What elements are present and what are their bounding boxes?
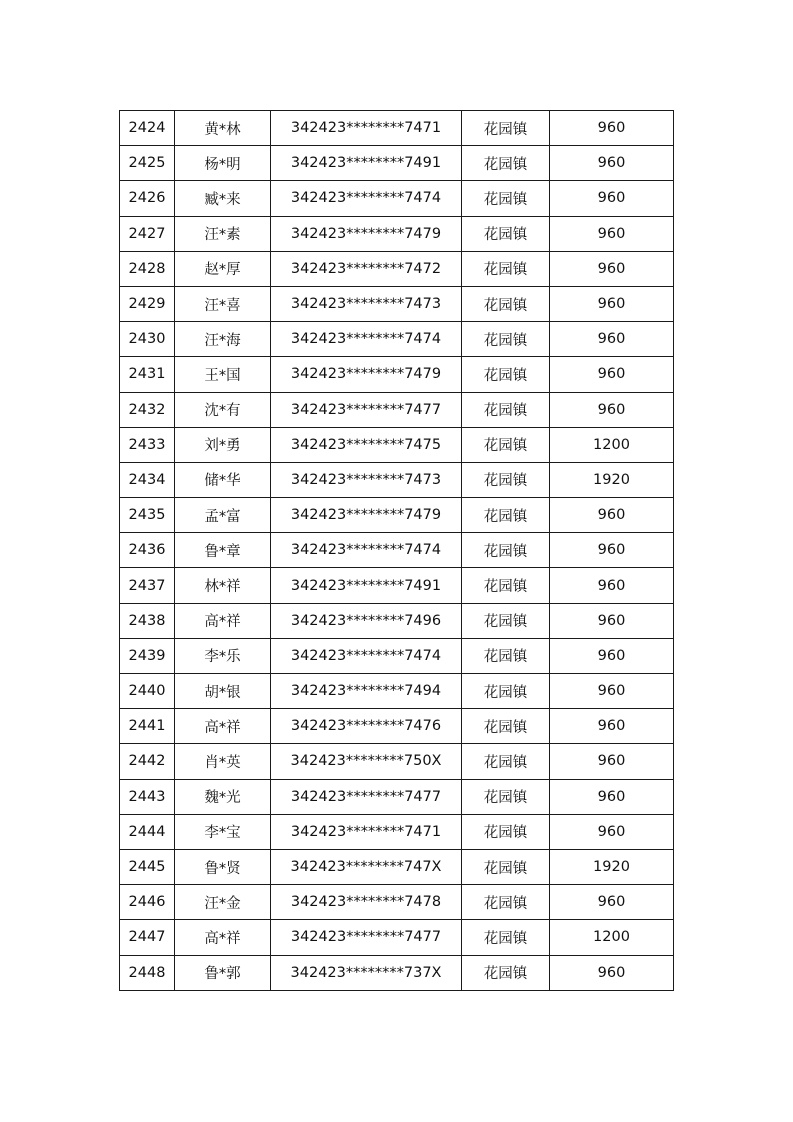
id-number-cell: 342423********7479 [271, 498, 462, 533]
id-number-cell: 342423********737X [271, 955, 462, 990]
amount-cell: 960 [550, 674, 674, 709]
table-row [120, 392, 674, 427]
name-cell: 鲁*郭 [175, 955, 271, 990]
id-number-cell: 342423********7473 [271, 462, 462, 497]
name-cell: 黄*林 [175, 111, 271, 146]
row-number-cell: 2429 [120, 286, 175, 321]
name-cell: 林*祥 [175, 568, 271, 603]
table-row [120, 216, 674, 251]
name-cell: 肖*英 [175, 744, 271, 779]
table-row [120, 357, 674, 392]
amount-cell: 960 [550, 286, 674, 321]
name-cell: 李*宝 [175, 814, 271, 849]
id-number-cell: 342423********7474 [271, 638, 462, 673]
name-cell: 储*华 [175, 462, 271, 497]
id-number-cell: 342423********7474 [271, 181, 462, 216]
amount-cell: 960 [550, 744, 674, 779]
amount-cell: 1200 [550, 427, 674, 462]
table-row [120, 533, 674, 568]
table-row [120, 603, 674, 638]
row-number-cell: 2442 [120, 744, 175, 779]
row-number-cell: 2438 [120, 603, 175, 638]
name-cell: 汪*素 [175, 216, 271, 251]
table-row [120, 427, 674, 462]
row-number-cell: 2437 [120, 568, 175, 603]
amount-cell: 960 [550, 779, 674, 814]
name-cell: 高*祥 [175, 920, 271, 955]
id-number-cell: 342423********7474 [271, 322, 462, 357]
row-number-cell: 2441 [120, 709, 175, 744]
name-cell: 高*祥 [175, 603, 271, 638]
row-number-cell: 2427 [120, 216, 175, 251]
id-number-cell: 342423********7494 [271, 674, 462, 709]
name-cell: 高*祥 [175, 709, 271, 744]
name-cell: 鲁*贤 [175, 849, 271, 884]
id-number-cell: 342423********7477 [271, 392, 462, 427]
town-cell: 花园镇 [462, 920, 550, 955]
town-cell: 花园镇 [462, 427, 550, 462]
name-cell: 赵*厚 [175, 251, 271, 286]
table-row [120, 568, 674, 603]
id-number-cell: 342423********7471 [271, 111, 462, 146]
amount-cell: 960 [550, 216, 674, 251]
row-number-cell: 2448 [120, 955, 175, 990]
amount-cell: 960 [550, 814, 674, 849]
id-number-cell: 342423********7477 [271, 920, 462, 955]
row-number-cell: 2439 [120, 638, 175, 673]
name-cell: 汪*喜 [175, 286, 271, 321]
name-cell: 沈*有 [175, 392, 271, 427]
amount-cell: 1920 [550, 849, 674, 884]
amount-cell: 1920 [550, 462, 674, 497]
amount-cell: 960 [550, 709, 674, 744]
town-cell: 花园镇 [462, 603, 550, 638]
name-cell: 孟*富 [175, 498, 271, 533]
town-cell: 花园镇 [462, 744, 550, 779]
table-row [120, 111, 674, 146]
town-cell: 花园镇 [462, 674, 550, 709]
id-number-cell: 342423********7478 [271, 885, 462, 920]
row-number-cell: 2431 [120, 357, 175, 392]
id-number-cell: 342423********7491 [271, 146, 462, 181]
table-row [120, 462, 674, 497]
id-number-cell: 342423********7491 [271, 568, 462, 603]
row-number-cell: 2443 [120, 779, 175, 814]
table-row [120, 498, 674, 533]
row-number-cell: 2428 [120, 251, 175, 286]
town-cell: 花园镇 [462, 462, 550, 497]
amount-cell: 960 [550, 392, 674, 427]
name-cell: 胡*银 [175, 674, 271, 709]
name-cell: 汪*金 [175, 885, 271, 920]
table-row [120, 322, 674, 357]
town-cell: 花园镇 [462, 286, 550, 321]
amount-cell: 960 [550, 357, 674, 392]
row-number-cell: 2430 [120, 322, 175, 357]
name-cell: 鲁*章 [175, 533, 271, 568]
row-number-cell: 2425 [120, 146, 175, 181]
id-number-cell: 342423********7475 [271, 427, 462, 462]
row-number-cell: 2434 [120, 462, 175, 497]
table-row [120, 920, 674, 955]
row-number-cell: 2444 [120, 814, 175, 849]
amount-cell: 960 [550, 111, 674, 146]
amount-cell: 960 [550, 638, 674, 673]
id-number-cell: 342423********7479 [271, 216, 462, 251]
id-number-cell: 342423********7476 [271, 709, 462, 744]
name-cell: 杨*明 [175, 146, 271, 181]
table-row [120, 779, 674, 814]
row-number-cell: 2432 [120, 392, 175, 427]
name-cell: 魏*光 [175, 779, 271, 814]
table-row [120, 849, 674, 884]
town-cell: 花园镇 [462, 885, 550, 920]
town-cell: 花园镇 [462, 638, 550, 673]
table-body [120, 111, 674, 991]
town-cell: 花园镇 [462, 814, 550, 849]
amount-cell: 960 [550, 603, 674, 638]
town-cell: 花园镇 [462, 111, 550, 146]
name-cell: 李*乐 [175, 638, 271, 673]
town-cell: 花园镇 [462, 146, 550, 181]
town-cell: 花园镇 [462, 251, 550, 286]
subsidy-table [119, 110, 674, 991]
town-cell: 花园镇 [462, 392, 550, 427]
table-row [120, 955, 674, 990]
row-number-cell: 2424 [120, 111, 175, 146]
table-row [120, 744, 674, 779]
id-number-cell: 342423********747X [271, 849, 462, 884]
amount-cell: 960 [550, 955, 674, 990]
row-number-cell: 2445 [120, 849, 175, 884]
table-row [120, 674, 674, 709]
row-number-cell: 2433 [120, 427, 175, 462]
town-cell: 花园镇 [462, 533, 550, 568]
id-number-cell: 342423********7477 [271, 779, 462, 814]
table-row [120, 181, 674, 216]
amount-cell: 960 [550, 533, 674, 568]
row-number-cell: 2440 [120, 674, 175, 709]
town-cell: 花园镇 [462, 955, 550, 990]
id-number-cell: 342423********7496 [271, 603, 462, 638]
id-number-cell: 342423********7472 [271, 251, 462, 286]
row-number-cell: 2435 [120, 498, 175, 533]
town-cell: 花园镇 [462, 568, 550, 603]
table-row [120, 146, 674, 181]
amount-cell: 960 [550, 251, 674, 286]
row-number-cell: 2426 [120, 181, 175, 216]
town-cell: 花园镇 [462, 357, 550, 392]
row-number-cell: 2446 [120, 885, 175, 920]
amount-cell: 960 [550, 498, 674, 533]
town-cell: 花园镇 [462, 181, 550, 216]
town-cell: 花园镇 [462, 709, 550, 744]
row-number-cell: 2447 [120, 920, 175, 955]
id-number-cell: 342423********7471 [271, 814, 462, 849]
town-cell: 花园镇 [462, 779, 550, 814]
row-number-cell: 2436 [120, 533, 175, 568]
amount-cell: 960 [550, 885, 674, 920]
id-number-cell: 342423********7474 [271, 533, 462, 568]
amount-cell: 960 [550, 181, 674, 216]
table-row [120, 286, 674, 321]
town-cell: 花园镇 [462, 498, 550, 533]
amount-cell: 960 [550, 146, 674, 181]
id-number-cell: 342423********750X [271, 744, 462, 779]
id-number-cell: 342423********7479 [271, 357, 462, 392]
town-cell: 花园镇 [462, 216, 550, 251]
name-cell: 刘*勇 [175, 427, 271, 462]
amount-cell: 1200 [550, 920, 674, 955]
table-row [120, 251, 674, 286]
town-cell: 花园镇 [462, 849, 550, 884]
amount-cell: 960 [550, 568, 674, 603]
id-number-cell: 342423********7473 [271, 286, 462, 321]
name-cell: 臧*来 [175, 181, 271, 216]
table-row [120, 885, 674, 920]
town-cell: 花园镇 [462, 322, 550, 357]
table-row [120, 814, 674, 849]
table-row [120, 638, 674, 673]
table-row [120, 709, 674, 744]
amount-cell: 960 [550, 322, 674, 357]
name-cell: 王*国 [175, 357, 271, 392]
name-cell: 汪*海 [175, 322, 271, 357]
